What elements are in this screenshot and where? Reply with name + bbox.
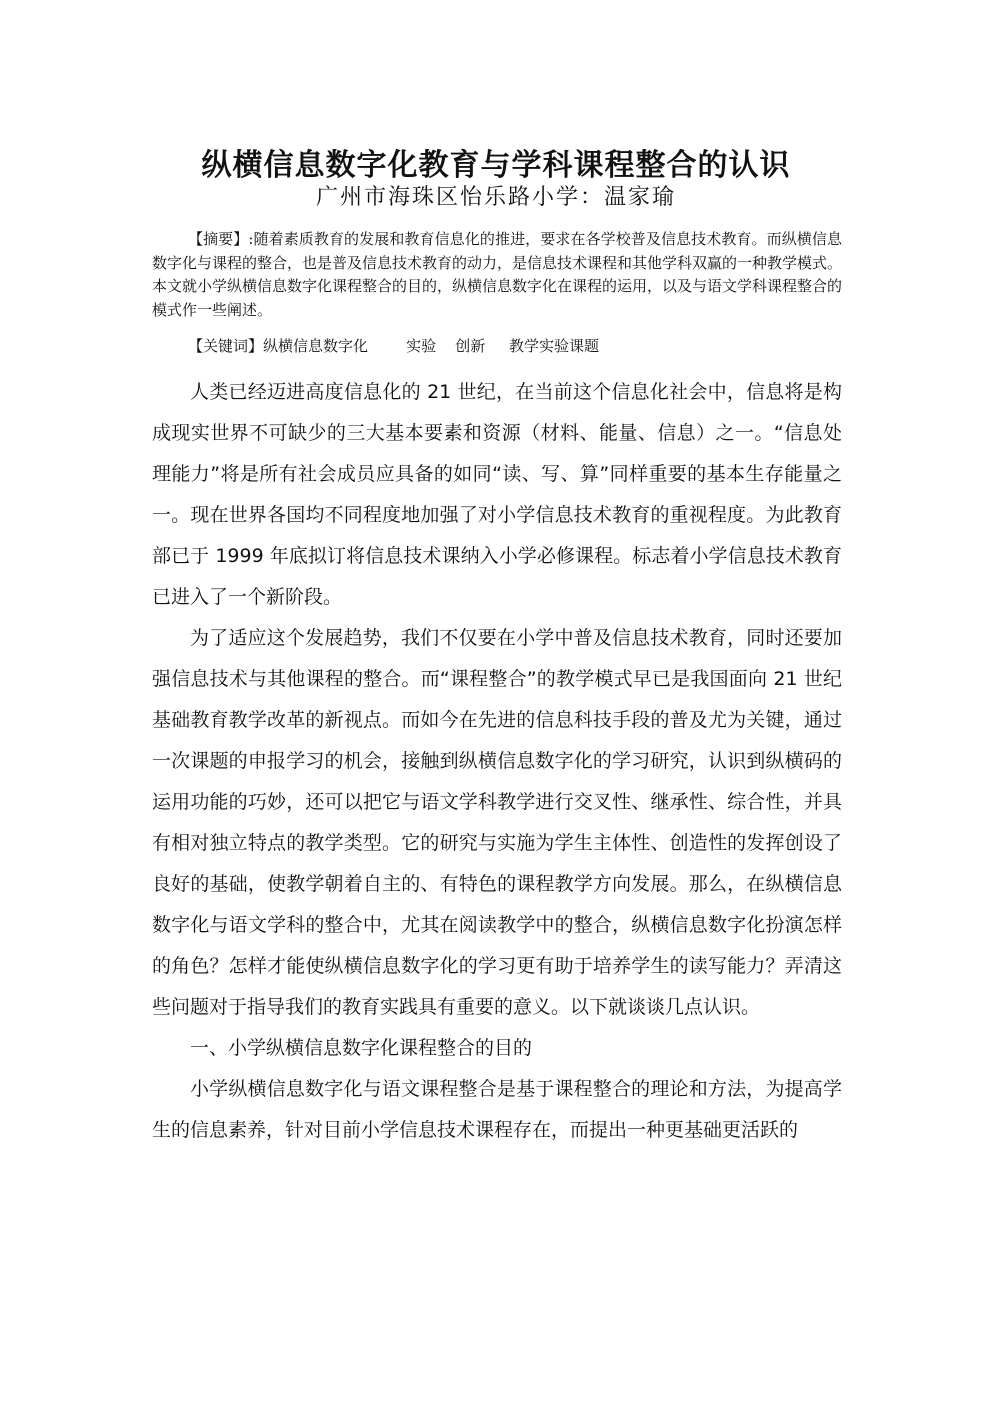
author-line: 广州市海珠区怡乐路小学：温家瑜: [315, 185, 676, 210]
keywords-line: 【关键词】纵横信息数字化 实验 创新 教学实验课题: [188, 337, 600, 355]
body-text: [152, 372, 842, 1151]
body-paragraph-3: 小学纵横信息数字化与语文课程整合是基于课程整合的理论和方法，为提高学生的信息素养，针对目前小学信息技术课程存在，而提出一种更基础更活跃的: [152, 1078, 842, 1141]
document-title: 纵横信息数字化教育与学科课程整合的认识: [201, 148, 791, 184]
body-paragraph-1: 人类已经迈进高度信息化的 21 世纪，在当前这个信息化社会中，信息将是构成现实世界不可缺少的三大基本要素和资源（材料、能量、信息）之一。“信息处理能力”将是所有社会成员应具备的如同“读、写、算”同样重要的基本生存能量之一。现在世界各国均不同程度地加强了对小学信息技术教育的重视程度。为此教育部已于 1999 年底拟订将信息技术课纳入小学必修课程。标志着小学信息技术教育已进入了一个新阶段。: [152, 381, 842, 608]
section-heading-1: 一、小学纵横信息数字化课程整合的目的: [190, 1037, 533, 1059]
body-paragraph-2: 为了适应这个发展趋势，我们不仅要在小学中普及信息技术教育，同时还要加强信息技术与其他课程的整合。而“课程整合”的教学模式早已是我国面向 21 世纪基础教育教学改革的新视点。而如今在先进的信息科技手段的普及尤为关键，通过一次课题的申报学习的机会，接触到纵横信息数字化的学习研究，认识到纵横码的运用功能的巧妙，还可以把它与语文学科教学进行交叉性、继承性、综合性，并具有相对独立特点的教学类型。它的研究与实施为学生主体性、创造性的发挥创设了良好的基础，使教学朝着自主的、有特色的课程教学方向发展。那么，在纵横信息数字化与语文学科的整合中，尤其在阅读教学中的整合，纵横信息数字化扮演怎样的角色？怎样才能使纵横信息数字化的学习更有助于培养学生的读写能力？弄清这些问题对于指导我们的教育实践具有重要的意义。以下就谈谈几点认识。: [152, 627, 842, 1018]
abstract-paragraph: 【摘要】:随着素质教育的发展和教育信息化的推进，要求在各学校普及信息技术教育。而纵横信息数字化与课程的整合，也是普及信息技术教育的动力，是信息技术课程和其他学科双赢的一种教学模式。本文就小学纵横信息数字化课程整合的目的，纵横信息数字化在课程的运用，以及与语文学科课程整合的模式作一些阐述。: [152, 230, 843, 319]
